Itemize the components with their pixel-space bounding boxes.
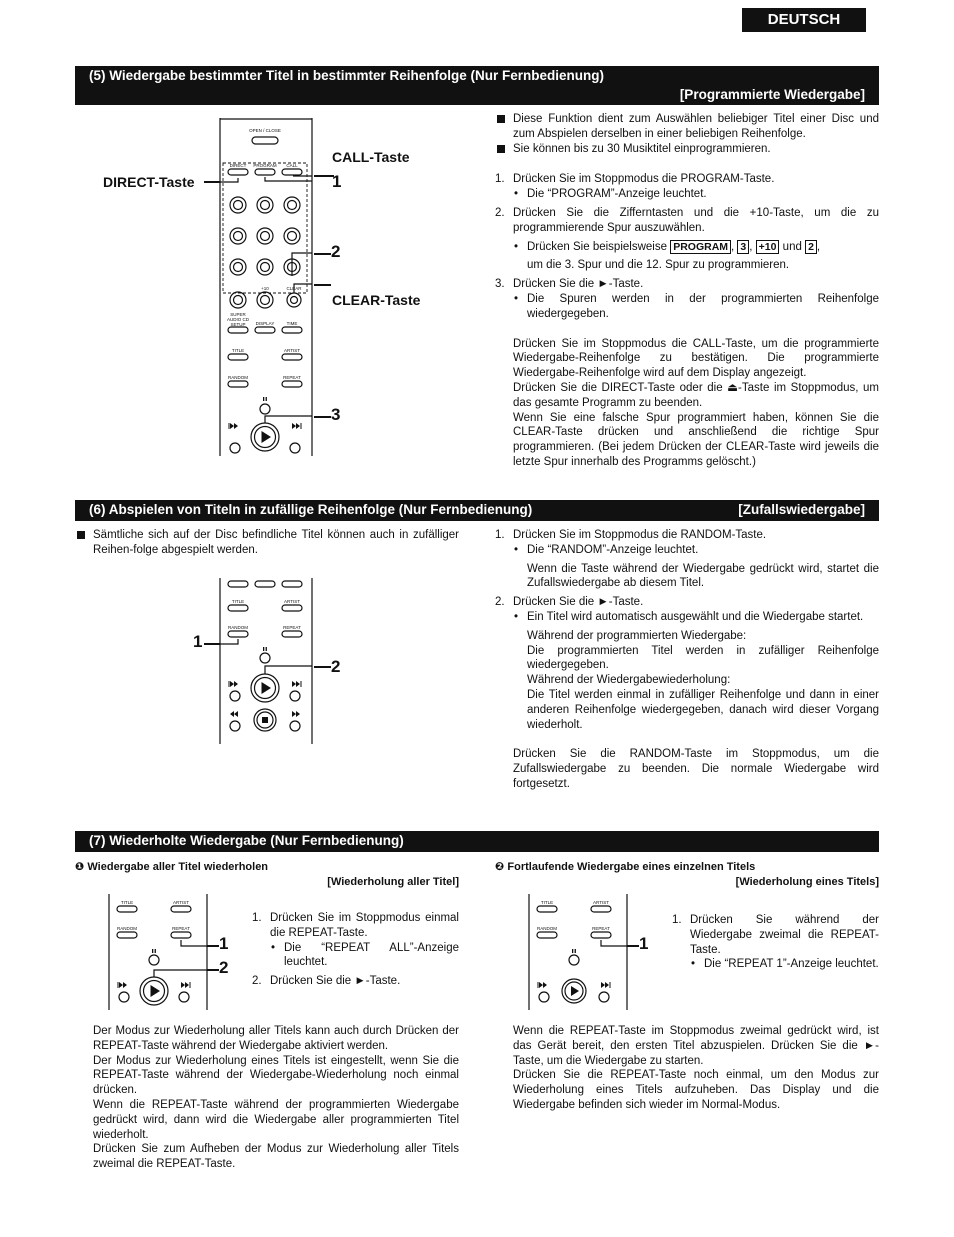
callout-clear-taste: CLEAR-Taste [332, 292, 421, 308]
section-7-title: (7) Wiederholte Wiedergabe (Nur Fernbedienung) [89, 833, 404, 848]
remote-label-title: TITLE [231, 348, 245, 353]
leader-line-1 [627, 945, 639, 947]
remote-label-random: RANDOM [117, 926, 137, 931]
remote-control-diagram-3 [107, 894, 211, 1012]
step-subtext: • Drücken Sie beispielsweise PROGRAM , 3 , +10 und 2 , [513, 240, 879, 255]
step-number: 2. [495, 206, 505, 219]
leader-line-3 [314, 416, 331, 418]
key-2: 2 [805, 240, 817, 254]
subsection-a-notes [93, 1024, 459, 1172]
leader-repeat [601, 940, 627, 946]
remote-control-diagram-1 [218, 118, 314, 458]
key-program: PROGRAM [670, 240, 731, 254]
subsection-b-head [495, 860, 879, 890]
callout-direct-taste: DIRECT-Taste [103, 174, 195, 190]
section-5-text [495, 112, 879, 470]
callout-step-1: 1 [193, 632, 203, 651]
subsection-tag: [Wiederholung eines Titels] [735, 875, 879, 888]
remote-label-call: CALL [286, 163, 298, 168]
section-6-title: (6) Abspielen von Titeln in zufällige Reihenfolge (Nur Fernbedienung) [89, 502, 533, 517]
remote-label-artist: ARTIST [593, 900, 609, 905]
note-paragraph: Wenn Sie eine falsche Spur programmiert haben, können Sie die CLEAR-Taste drücken und anschließend die richtige Spur programmieren. (Bei jedem Drücken der CLEAR-Taste wird jeweils die letzte Spur innerhalb des Programms gelöscht.) [513, 411, 879, 468]
remote-label-clear: CLEAR [286, 286, 302, 291]
leader-line-2 [314, 253, 331, 255]
skip-forward-icon [292, 681, 302, 687]
step-notes [513, 629, 879, 733]
skip-back-icon [229, 681, 239, 687]
stop-icon [262, 717, 268, 723]
step-text: Drücken Sie die ►-Taste. [513, 278, 644, 291]
step-subtext: • Die “PROGRAM”-Anzeige leuchtet. [513, 187, 879, 202]
remote-label-random: RANDOM [228, 625, 248, 630]
section-6-text [495, 528, 879, 792]
key-plus10: +10 [756, 240, 780, 254]
step-2 [252, 974, 459, 989]
callout-step-1: 1 [332, 172, 342, 191]
callout-step-2: 2 [331, 242, 341, 261]
leader-play [154, 970, 207, 977]
step-1 [495, 172, 879, 202]
subsection-tag: [Wiederholung aller Titel] [327, 875, 459, 888]
step-number: 3. [495, 278, 505, 291]
example-text: Drücken Sie beispielsweise [527, 240, 667, 253]
callout-step-1: 1 [639, 934, 649, 953]
section-7-header [75, 831, 879, 852]
callout-call-taste: CALL-Taste [332, 149, 410, 165]
step-subtext: • Die “REPEAT 1”-Anzeige leuchtet. [690, 957, 879, 972]
remote-label-artist: ARTIST [173, 900, 189, 905]
leader-repeat [181, 940, 207, 946]
remote-label-audio-cd: AUDIO CD [226, 317, 250, 322]
note-paragraph: Wenn die REPEAT-Taste im Stoppmodus zweimal gedrückt wird, ist das Gerät bereit, den ersten Titel abzuspielen. Drücken Sie die ►-Taste, um die Wiedergabe zu starten. [513, 1025, 879, 1067]
leader-program [265, 177, 312, 181]
language-badge: DEUTSCH [742, 8, 866, 32]
remote-control-diagram-4 [527, 894, 631, 1012]
step-number: 1. [672, 914, 682, 926]
step-2 [495, 206, 879, 273]
step-subtext: • Die “RANDOM”-Anzeige leuchtet. [513, 543, 879, 558]
bullet-item: Sämtliche sich auf der Disc befindliche Titel können auch in zufälliger Reihen-folge abgespielt werden. [75, 528, 459, 558]
note-paragraph: Drücken Sie zum Aufheben der Modus zur Wiederholung aller Titels zweimal die REPEAT-Taste. [93, 1143, 459, 1171]
remote-label-plus10: +10 [261, 286, 269, 291]
remote-label-open-close: OPEN / CLOSE [249, 128, 281, 133]
bullet-item: Sie können bis zu 30 Musiktitel einprogrammieren. [495, 142, 879, 157]
leader-play [265, 416, 312, 423]
leader-random [220, 639, 238, 644]
und-text: und [782, 240, 802, 253]
step-text: Drücken Sie im Stoppmodus die RANDOM-Taste. [513, 529, 767, 541]
step-1 [672, 913, 879, 972]
step-1 [252, 911, 459, 970]
play-icon [262, 682, 272, 694]
leader-line-clear [314, 284, 331, 286]
section-6-tag: [Zufallswiedergabe] [738, 502, 865, 517]
section-5-steps [495, 172, 879, 321]
section-5-title: (5) Wiedergabe bestimmter Titel in bestimmter Reihenfolge (Nur Fernbedienung) [89, 68, 604, 83]
note-paragraph: Drücken Sie die REPEAT-Taste noch einmal, um den Modus zur Wiederholung eines Titels aufzuheben. Das Display und die Wiedergabe befinden sich wieder im Normal-Modus. [513, 1069, 879, 1111]
example-text-2: um die 3. Spur und die 12. Spur zu programmieren. [527, 259, 790, 272]
remote-control-diagram-2 [218, 578, 314, 746]
play-icon [262, 431, 272, 443]
remote-label-program: PROGRAM [253, 163, 277, 168]
subsection-a-steps [252, 911, 459, 989]
leader-line-1 [207, 945, 219, 947]
section-5-bullets [495, 112, 879, 156]
note-body: Die programmierten Titel werden in zufälliger Reihenfolge wiedergegeben. [527, 644, 879, 672]
remote-label-artist: ARTIST [284, 348, 300, 353]
remote-label-title: TITLE [540, 900, 554, 905]
remote-label-repeat: REPEAT [283, 375, 301, 380]
play-icon [571, 986, 579, 996]
step-text: Drücken Sie während der Wiedergabe zweimal die REPEAT-Taste. [690, 914, 879, 956]
leader-line-2 [314, 666, 331, 668]
step-text: Drücken Sie im Stoppmodus einmal die REPEAT-Taste. [270, 912, 459, 939]
numbered-circle-marker: ❷ [495, 861, 505, 873]
section-5-header [75, 66, 879, 105]
section-5-tag: [Programmierte Wiedergabe] [679, 87, 865, 102]
step-text: Drücken Sie die Zifferntasten und die +10-Taste, um die zu programmierende Spur auszuwählen. [513, 206, 879, 234]
remote-label-title: TITLE [120, 900, 134, 905]
note-head: Während der Wiedergabewiederholung: [527, 674, 731, 687]
callout-step-1: 1 [219, 934, 229, 953]
bullet-item: Diese Funktion dient zum Auswählen beliebiger Titel einer Disc und zum Abspielen derselben in einer beliebigen Reihenfolge. [495, 112, 879, 142]
step-number: 1. [252, 912, 262, 924]
step-number: 2. [495, 596, 505, 609]
section-5-notes [495, 337, 879, 470]
step-text: Drücken Sie im Stoppmodus die PROGRAM-Taste. [513, 173, 775, 186]
step-note: Wenn die Taste während der Wiedergabe gedrückt wird, startet die Zufallswiedergabe ab diesem Titel. [527, 562, 879, 590]
leader-line-2 [207, 969, 219, 971]
callout-step-2: 2 [219, 958, 229, 977]
skip-back-icon [118, 982, 128, 988]
step-number: 1. [495, 529, 505, 541]
step-1 [495, 528, 879, 591]
subsection-title: Fortlaufende Wiedergabe eines einzelnen Titels [507, 861, 756, 873]
step-3 [495, 277, 879, 321]
section-6-header [75, 500, 879, 521]
step-subtext: • Ein Titel wird automatisch ausgewählt und die Wiedergabe startet. [513, 610, 879, 625]
step-number: 1. [495, 173, 505, 186]
step-text: Drücken Sie die ►-Taste. [270, 975, 401, 988]
skip-back-icon [229, 423, 239, 429]
subsection-a-head [75, 860, 459, 890]
step-number: 2. [252, 975, 262, 988]
key-3: 3 [737, 240, 749, 254]
remote-label-time: TIME [286, 321, 298, 326]
remote-label-random: RANDOM [537, 926, 557, 931]
remote-label-setup: SETUP [230, 322, 246, 327]
remote-label-super: SUPER [230, 312, 246, 317]
section-6-bullet-box [75, 528, 459, 558]
remote-label-artist: ARTIST [284, 599, 300, 604]
step-subtext: • Die Spuren werden in der programmierten Reihenfolge wiedergegeben. [513, 292, 879, 322]
remote-label-title: TITLE [231, 599, 245, 604]
step-subtext: • Die “REPEAT ALL”-Anzeige leuchtet. [270, 941, 459, 971]
numbered-circle-marker: ❶ [75, 861, 85, 873]
remote-label-repeat: REPEAT [283, 625, 301, 630]
note-paragraph: Drücken Sie die DIRECT-Taste oder die ⏏-Taste im Stoppmodus, um das gesamte Programm zu beenden. [513, 381, 879, 409]
callout-step-3: 3 [331, 405, 341, 424]
leader-line-direct [204, 181, 220, 183]
note-head: Während der programmierten Wiedergabe: [527, 629, 747, 642]
section-6-end-note [495, 747, 879, 791]
note-paragraph: Wenn die REPEAT-Taste während der programmierten Wiedergabe gedrückt wird, dann wird die Wiedergabe aller programmierten Titel wiederholt. [93, 1098, 459, 1141]
leader-line-1 [204, 643, 220, 645]
note-paragraph: Der Modus zur Wiederholung eines Titels ist eingestellt, wenn Sie die REPEAT-Taste während der Wiedergabe-Wiederholung noch einmal drücken. [93, 1054, 459, 1097]
leader-play [265, 666, 312, 674]
subsection-title: Wiedergabe aller Titel wiederholen [87, 861, 269, 873]
subsection-b-steps [672, 913, 879, 972]
note-paragraph: Drücken Sie die RANDOM-Taste im Stoppmodus, um die Zufallswiedergabe zu beenden. Die normale Wiedergabe wird fortgesetzt. [513, 748, 879, 790]
play-icon [151, 985, 161, 997]
remote-label-random: RANDOM [228, 375, 248, 380]
skip-forward-icon [181, 982, 191, 988]
remote-label-repeat: REPEAT [592, 926, 610, 931]
note-body: Die Titel werden einmal in zufälliger Reihenfolge und dann in einer anderen Reihenfolge wiedergegeben, danach wird dieser Vorgang wiederholt. [527, 688, 879, 731]
note-paragraph: Drücken Sie im Stoppmodus die CALL-Taste, um die programmierte Wiedergabe-Reihenfolge zu bestätigen. Die programmierte Wiedergabe-Reihenfolge wird auf dem Display angezeigt. [513, 337, 879, 380]
remote-label-direct: DIRECT [229, 163, 247, 168]
skip-forward-icon [292, 423, 302, 429]
step-text: Drücken Sie die ►-Taste. [513, 596, 644, 609]
fast-forward-icon [292, 711, 300, 717]
remote-label-display: DISPLAY [255, 321, 275, 326]
callout-step-2: 2 [331, 657, 341, 676]
skip-back-icon [538, 982, 548, 988]
rewind-icon [230, 711, 238, 717]
remote-label-repeat: REPEAT [172, 926, 190, 931]
leader-line-1 [314, 175, 334, 177]
note-paragraph: Der Modus zur Wiederholung aller Titels kann auch durch Drücken der REPEAT-Taste während der Wiedergabe aktiviert werden. [93, 1025, 459, 1052]
skip-forward-icon [601, 982, 611, 988]
step-2 [495, 595, 879, 732]
subsection-b-notes [513, 1024, 879, 1113]
